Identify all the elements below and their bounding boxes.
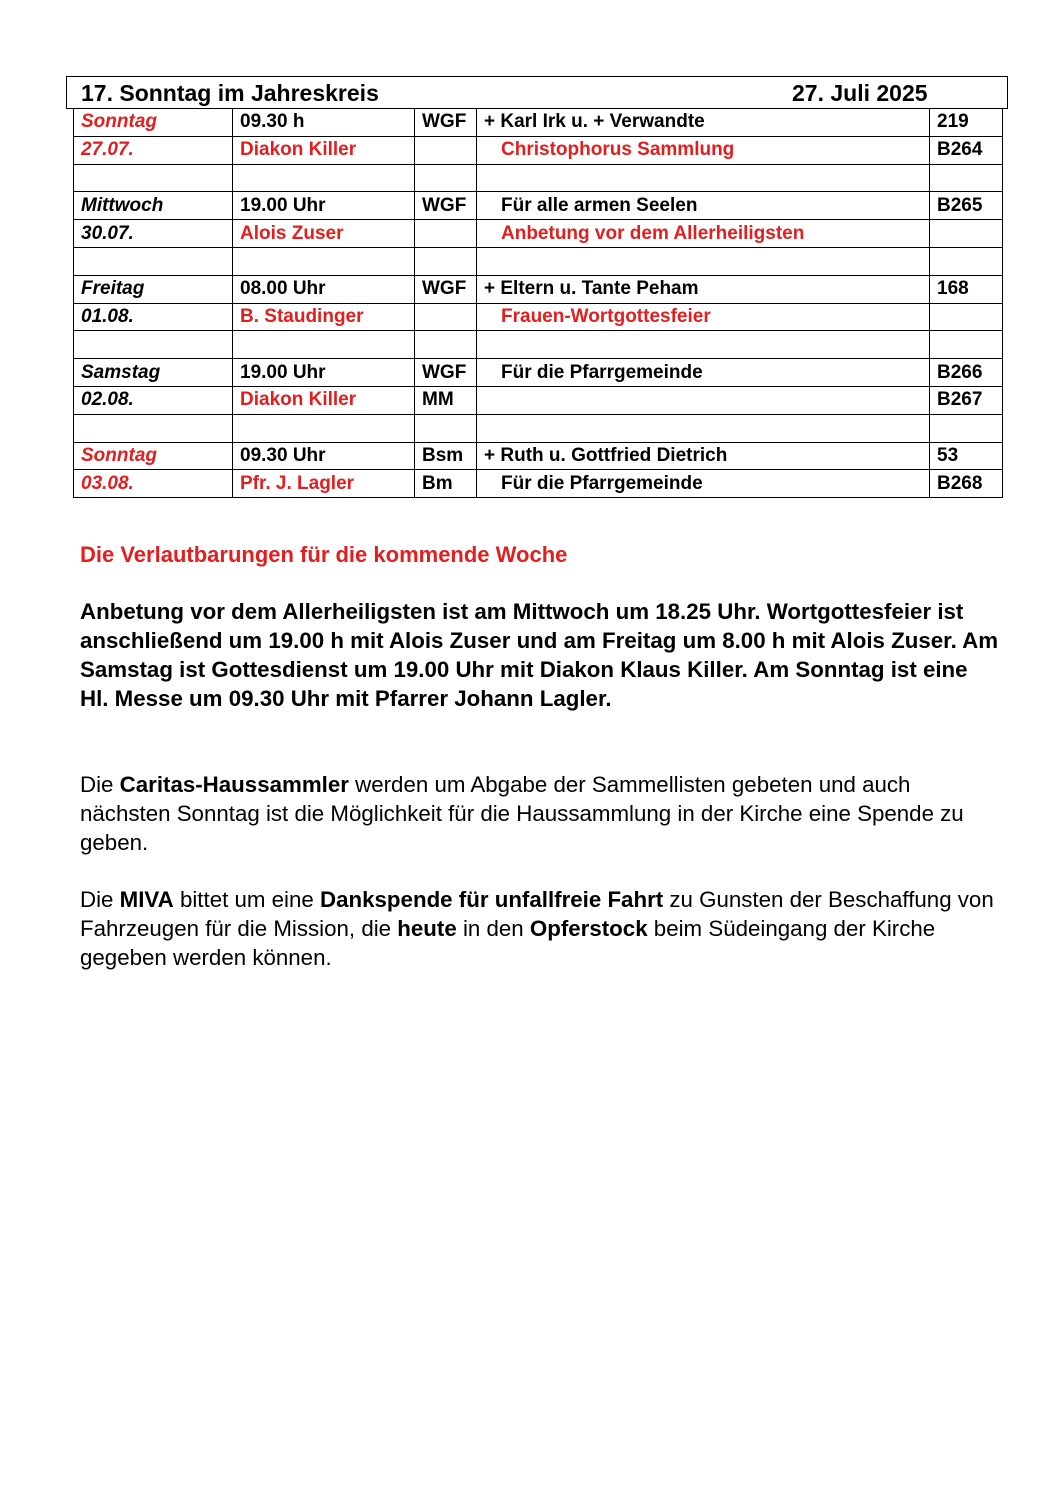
cell-time: 19.00 Uhr	[233, 359, 415, 387]
text-run: in den	[456, 916, 530, 941]
table-row	[74, 303, 1003, 331]
cell-time: B. Staudinger	[233, 303, 415, 331]
cell-day: 01.08.	[74, 303, 233, 331]
table-row	[74, 109, 1003, 137]
text-run: werden um Abgabe der Sammellisten gebeten und auch nächsten Sonntag ist die Möglichkeit für die Haussammlung in der Kirche eine Spende zu geben.	[80, 772, 964, 855]
page-title: 17. Sonntag im Jahreskreis	[81, 80, 379, 106]
table-row	[74, 220, 1003, 248]
cell-day: 03.08.	[74, 470, 233, 498]
cell-code: B268	[930, 470, 1003, 498]
cell-intention	[477, 414, 930, 442]
cell-intention	[477, 386, 930, 414]
table-row	[74, 470, 1003, 498]
cell-type	[415, 247, 477, 275]
cell-day: 30.07.	[74, 220, 233, 248]
cell-code	[930, 164, 1003, 192]
table-row	[74, 331, 1003, 359]
cell-day: Freitag	[74, 275, 233, 303]
cell-intention: Für alle armen Seelen	[477, 192, 930, 220]
cell-type: Bsm	[415, 442, 477, 470]
cell-time: 09.30 Uhr	[233, 442, 415, 470]
cell-day: Samstag	[74, 359, 233, 387]
cell-type: MM	[415, 386, 477, 414]
cell-code: B266	[930, 359, 1003, 387]
table-row	[74, 192, 1003, 220]
cell-day: Sonntag	[74, 109, 233, 137]
table-row	[74, 275, 1003, 303]
cell-time	[233, 331, 415, 359]
bold-run: heute	[397, 916, 457, 941]
text-run: zu Gunsten der Beschaffung von Fahrzeugen für die Mission, die	[80, 887, 994, 941]
cell-day	[74, 414, 233, 442]
bold-run: MIVA	[119, 887, 174, 912]
cell-intention: + Karl Irk u. + Verwandte	[477, 109, 930, 137]
cell-day: Mittwoch	[74, 192, 233, 220]
cell-type	[415, 414, 477, 442]
cell-code: B265	[930, 192, 1003, 220]
cell-type: WGF	[415, 109, 477, 137]
table-row	[74, 247, 1003, 275]
cell-type	[415, 220, 477, 248]
cell-type: WGF	[415, 275, 477, 303]
cell-code	[930, 414, 1003, 442]
cell-intention: Für die Pfarrgemeinde	[477, 359, 930, 387]
bold-run: Caritas-Haussammler	[119, 772, 349, 797]
header-box	[66, 76, 1008, 109]
cell-code: 168	[930, 275, 1003, 303]
schedule-table	[73, 108, 1003, 498]
cell-type	[415, 303, 477, 331]
cell-type	[415, 331, 477, 359]
cell-time: Diakon Killer	[233, 386, 415, 414]
cell-code: B267	[930, 386, 1003, 414]
cell-day	[74, 247, 233, 275]
cell-time: Alois Zuser	[233, 220, 415, 248]
cell-day: 02.08.	[74, 386, 233, 414]
text-run: Die	[80, 772, 120, 797]
cell-type: WGF	[415, 192, 477, 220]
cell-time: Pfr. J. Lagler	[233, 470, 415, 498]
cell-code	[930, 331, 1003, 359]
cell-day: Sonntag	[74, 442, 233, 470]
cell-code: 53	[930, 442, 1003, 470]
cell-time: 19.00 Uhr	[233, 192, 415, 220]
cell-type: WGF	[415, 359, 477, 387]
table-row	[74, 359, 1003, 387]
cell-code: 219	[930, 109, 1003, 137]
table-row	[74, 442, 1003, 470]
cell-code	[930, 220, 1003, 248]
cell-intention	[477, 247, 930, 275]
cell-type: Bm	[415, 470, 477, 498]
cell-day: 27.07.	[74, 136, 233, 164]
cell-time: 09.30 h	[233, 109, 415, 137]
cell-day	[74, 164, 233, 192]
announcement-paragraph-3	[80, 885, 1000, 972]
announcement-paragraph-2	[80, 770, 1000, 857]
cell-intention	[477, 331, 930, 359]
cell-code: B264	[930, 136, 1003, 164]
bold-run: Opferstock	[529, 916, 648, 941]
table-row	[74, 414, 1003, 442]
table-row	[74, 164, 1003, 192]
cell-code	[930, 303, 1003, 331]
cell-intention: Für die Pfarrgemeinde	[477, 470, 930, 498]
table-row	[74, 386, 1003, 414]
cell-code	[930, 247, 1003, 275]
cell-intention: Anbetung vor dem Allerheiligsten	[477, 220, 930, 248]
cell-time: Diakon Killer	[233, 136, 415, 164]
cell-time	[233, 164, 415, 192]
announcement-paragraph-1: Anbetung vor dem Allerheiligsten ist am Mittwoch um 18.25 Uhr. Wortgottesfeier ist anschließend um 19.00 h mit Alois Zuser und am Freitag um 8.00 h mit Alois Zuser. Am Samstag ist Gottesdienst um 19.00 Uhr mit Diakon Klaus Killer. Am Sonntag ist eine Hl. Messe um 09.30 Uhr mit Pfarrer Johann Lagler.	[80, 599, 999, 711]
cell-intention: Frauen-Wortgottesfeier	[477, 303, 930, 331]
bold-run: Dankspende für unfallfreie Fahrt	[320, 887, 664, 912]
header-date: 27. Juli 2025	[792, 80, 928, 106]
announcements-heading: Die Verlautbarungen für die kommende Woche	[80, 542, 568, 567]
table-row	[74, 136, 1003, 164]
cell-intention: + Eltern u. Tante Peham	[477, 275, 930, 303]
cell-intention: Christophorus Sammlung	[477, 136, 930, 164]
text-run: Die	[80, 887, 120, 912]
text-run: beim Südeingang der Kirche gegeben werden können.	[80, 916, 936, 970]
cell-intention: + Ruth u. Gottfried Dietrich	[477, 442, 930, 470]
cell-intention	[477, 164, 930, 192]
cell-type	[415, 136, 477, 164]
text-run: bittet um eine	[173, 887, 320, 912]
cell-day	[74, 331, 233, 359]
cell-time	[233, 414, 415, 442]
cell-time	[233, 247, 415, 275]
cell-type	[415, 164, 477, 192]
cell-time: 08.00 Uhr	[233, 275, 415, 303]
